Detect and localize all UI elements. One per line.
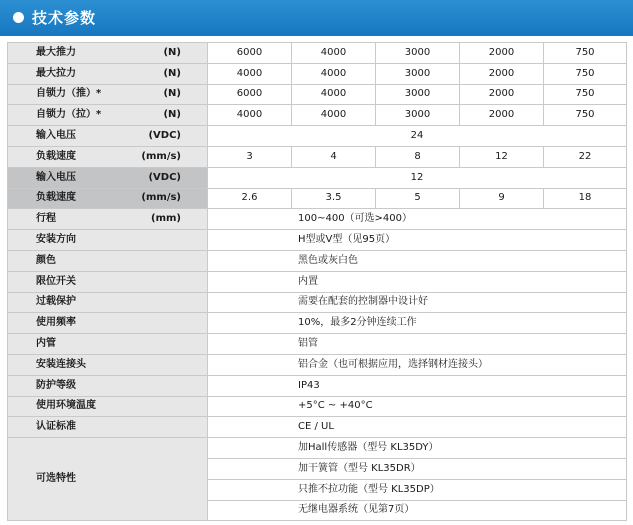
value-cell: 18 [544, 188, 627, 209]
param-name: 内管 [36, 338, 56, 350]
value-cell: 内置 [208, 271, 627, 292]
param-name: 可选特性 [36, 473, 76, 485]
param-cell [8, 105, 208, 126]
param-cell [8, 417, 208, 438]
value-cell: CE / UL [208, 417, 627, 438]
value-cell: 3 [208, 146, 292, 167]
param-cell [8, 230, 208, 251]
spec-row [8, 354, 627, 375]
param-name: 安装连接头 [36, 358, 86, 370]
spec-row [8, 334, 627, 355]
param-name: 使用环境温度 [36, 400, 96, 412]
value-cell: 9 [460, 188, 544, 209]
value-cell: 需要在配套的控制器中设计好 [208, 292, 627, 313]
param-unit: (VDC) [148, 171, 181, 183]
param-cell [8, 146, 208, 167]
value-cell: 2000 [460, 84, 544, 105]
value-cell: 3000 [376, 63, 460, 84]
param-name: 最大推力 [36, 46, 76, 58]
param-name: 使用频率 [36, 317, 76, 329]
spec-row [8, 43, 627, 64]
value-cell: 5 [376, 188, 460, 209]
section-header [0, 0, 633, 36]
value-cell: 3000 [376, 43, 460, 64]
option-item: 加干簧管（型号 KL35DR） [208, 458, 627, 479]
param-cell [8, 396, 208, 417]
value-cell: 3.5 [292, 188, 376, 209]
value-cell: 8 [376, 146, 460, 167]
option-item: 加Hall传感器（型号 KL35DY） [208, 438, 627, 459]
param-unit: (mm/s) [141, 150, 181, 162]
spec-row [8, 105, 627, 126]
spec-row [8, 167, 627, 188]
option-row [8, 438, 627, 459]
param-name: 行程 [36, 213, 56, 225]
spec-row [8, 126, 627, 147]
param-name: 安装方向 [36, 234, 76, 246]
value-cell: 3000 [376, 105, 460, 126]
param-cell [8, 334, 208, 355]
value-cell: 铝管 [208, 334, 627, 355]
spec-row [8, 209, 627, 230]
param-name: 限位开关 [36, 275, 76, 287]
value-cell: 2000 [460, 63, 544, 84]
value-cell: 12 [208, 167, 627, 188]
spec-row [8, 146, 627, 167]
param-cell [8, 375, 208, 396]
value-cell: 4 [292, 146, 376, 167]
param-name: 防护等级 [36, 379, 76, 391]
param-cell [8, 167, 208, 188]
spec-row [8, 230, 627, 251]
param-cell [8, 188, 208, 209]
option-item: 只推不拉功能（型号 KL35DP） [208, 479, 627, 500]
value-cell: 6000 [208, 84, 292, 105]
param-name: 过载保护 [36, 296, 76, 308]
param-cell [8, 292, 208, 313]
param-name: 最大拉力 [36, 67, 76, 79]
value-cell: H型或V型（见95页） [208, 230, 627, 251]
param-unit: (VDC) [148, 130, 181, 142]
spec-row [8, 417, 627, 438]
value-cell: IP43 [208, 375, 627, 396]
spec-row [8, 84, 627, 105]
value-cell: 12 [460, 146, 544, 167]
value-cell: +5°C ~ +40°C [208, 396, 627, 417]
value-cell: 2000 [460, 105, 544, 126]
param-name: 输入电压 [36, 130, 76, 142]
spec-row [8, 250, 627, 271]
param-name: 输入电压 [36, 171, 76, 183]
param-cell [8, 63, 208, 84]
value-cell: 750 [544, 43, 627, 64]
value-cell: 4000 [208, 63, 292, 84]
param-unit: (mm/s) [141, 192, 181, 204]
param-cell [8, 354, 208, 375]
value-cell: 2.6 [208, 188, 292, 209]
param-unit: (N) [163, 88, 181, 100]
param-unit: (N) [163, 46, 181, 58]
param-cell [8, 313, 208, 334]
param-cell [8, 209, 208, 230]
value-cell: 3000 [376, 84, 460, 105]
param-name: 负载速度 [36, 192, 76, 204]
value-cell: 铝合金（也可根据应用，选择钢材连接头） [208, 354, 627, 375]
value-cell: 2000 [460, 43, 544, 64]
param-cell [8, 438, 208, 521]
spec-row [8, 188, 627, 209]
value-cell: 22 [544, 146, 627, 167]
value-cell: 24 [208, 126, 627, 147]
param-name: 认证标准 [36, 421, 76, 433]
section-title: 技术参数 [32, 9, 97, 27]
value-cell: 4000 [292, 84, 376, 105]
param-cell [8, 84, 208, 105]
value-cell: 4000 [292, 43, 376, 64]
spec-row [8, 63, 627, 84]
spec-row [8, 313, 627, 334]
value-cell: 750 [544, 63, 627, 84]
option-item: 无继电器系统（见第7页） [208, 500, 627, 521]
spec-row [8, 271, 627, 292]
param-cell [8, 43, 208, 64]
value-cell: 6000 [208, 43, 292, 64]
value-cell: 4000 [292, 105, 376, 126]
value-cell: 黑色或灰白色 [208, 250, 627, 271]
param-unit: (N) [163, 67, 181, 79]
param-name: 颜色 [36, 254, 56, 266]
spec-row [8, 292, 627, 313]
bullet-dot-icon [13, 12, 24, 23]
value-cell: 750 [544, 84, 627, 105]
spec-row [8, 375, 627, 396]
param-name: 自锁力（推）* [36, 88, 102, 100]
param-cell [8, 126, 208, 147]
value-cell: 100~400（可选>400） [208, 209, 627, 230]
value-cell: 4000 [292, 63, 376, 84]
param-cell [8, 271, 208, 292]
param-name: 负载速度 [36, 150, 76, 162]
value-cell: 4000 [208, 105, 292, 126]
value-cell: 10%，最多2分钟连续工作 [208, 313, 627, 334]
value-cell: 750 [544, 105, 627, 126]
spec-row [8, 396, 627, 417]
param-cell [8, 250, 208, 271]
param-unit: (mm) [151, 213, 181, 225]
spec-table [7, 42, 627, 521]
param-name: 自锁力（拉）* [36, 109, 102, 121]
param-unit: (N) [163, 109, 181, 121]
